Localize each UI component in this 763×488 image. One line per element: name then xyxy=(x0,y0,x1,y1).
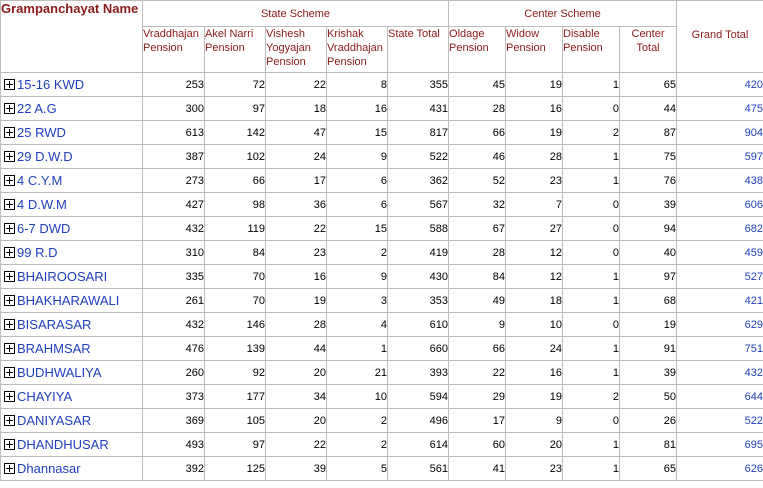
center-total-cell: 81 xyxy=(620,433,677,457)
vraddhajan-pension-cell: 273 xyxy=(143,169,205,193)
krishak-vraddhajan-pension-cell: 2 xyxy=(327,433,388,457)
center-total-cell: 26 xyxy=(620,409,677,433)
akel-narri-pension-cell: 84 xyxy=(205,241,266,265)
expand-plus-icon[interactable] xyxy=(4,391,15,402)
oldage-pension-cell: 29 xyxy=(449,385,506,409)
expand-plus-icon[interactable] xyxy=(4,247,15,258)
krishak-vraddhajan-pension-cell: 9 xyxy=(327,265,388,289)
vishesh-yogyajan-pension-cell: 24 xyxy=(266,145,327,169)
grampanchayat-cell xyxy=(1,241,143,265)
center-total-cell: 44 xyxy=(620,97,677,121)
center-total-cell: 39 xyxy=(620,193,677,217)
krishak-vraddhajan-pension-cell: 4 xyxy=(327,313,388,337)
table-row xyxy=(1,433,763,457)
akel-narri-pension-cell: 105 xyxy=(205,409,266,433)
state-total-cell: 567 xyxy=(388,193,449,217)
grand-total-cell[interactable]: 751 xyxy=(677,337,763,361)
akel-narri-pension-cell: 142 xyxy=(205,121,266,145)
center-total-cell: 87 xyxy=(620,121,677,145)
akel-narri-pension-cell: 125 xyxy=(205,457,266,481)
widow-pension-cell: 7 xyxy=(506,193,563,217)
widow-pension-cell: 24 xyxy=(506,337,563,361)
krishak-vraddhajan-pension-cell: 6 xyxy=(327,169,388,193)
state-total-cell: 660 xyxy=(388,337,449,361)
table-row xyxy=(1,313,763,337)
center-scheme-header: Center Scheme xyxy=(449,1,677,27)
expand-plus-icon[interactable] xyxy=(4,199,15,210)
krishak-vraddhajan-pension-cell: 15 xyxy=(327,121,388,145)
vraddhajan-pension-cell: 387 xyxy=(143,145,205,169)
disable-pension-header: Disable Pension xyxy=(563,27,620,73)
grampanchayat-cell xyxy=(1,169,143,193)
vishesh-yogyajan-pension-cell: 20 xyxy=(266,361,327,385)
center-total-cell: 97 xyxy=(620,265,677,289)
krishak-vraddhajan-pension-cell: 3 xyxy=(327,289,388,313)
vishesh-yogyajan-pension-cell: 44 xyxy=(266,337,327,361)
akel-narri-pension-cell: 97 xyxy=(205,97,266,121)
table-row xyxy=(1,241,763,265)
krishak-vraddhajan-pension-cell: 1 xyxy=(327,337,388,361)
grand-total-cell[interactable]: 527 xyxy=(677,265,763,289)
expand-plus-icon[interactable] xyxy=(4,415,15,426)
widow-pension-cell: 9 xyxy=(506,409,563,433)
vraddhajan-pension-cell: 427 xyxy=(143,193,205,217)
vraddhajan-pension-cell: 493 xyxy=(143,433,205,457)
table-row xyxy=(1,121,763,145)
grampanchayat-link[interactable]: BHAKHARAWALI xyxy=(17,293,120,308)
grampanchayat-cell xyxy=(1,73,143,97)
akel-narri-pension-cell: 102 xyxy=(205,145,266,169)
grampanchayat-link[interactable]: 4 C.Y.M xyxy=(17,173,63,188)
oldage-pension-cell: 60 xyxy=(449,433,506,457)
akel-narri-pension-cell: 146 xyxy=(205,313,266,337)
oldage-pension-cell: 46 xyxy=(449,145,506,169)
krishak-vraddhajan-pension-cell: 9 xyxy=(327,145,388,169)
vraddhajan-pension-cell: 260 xyxy=(143,361,205,385)
vraddhajan-pension-cell: 369 xyxy=(143,409,205,433)
grampanchayat-cell xyxy=(1,337,143,361)
center-total-cell: 75 xyxy=(620,145,677,169)
vishesh-yogyajan-pension-cell: 34 xyxy=(266,385,327,409)
state-total-cell: 393 xyxy=(388,361,449,385)
center-total-cell: 76 xyxy=(620,169,677,193)
akel-narri-pension-header: Akel Narri Pension xyxy=(205,27,266,73)
grand-total-header-top: Grand Total xyxy=(677,1,763,73)
expand-plus-icon[interactable] xyxy=(4,151,15,162)
vishesh-yogyajan-pension-cell: 23 xyxy=(266,241,327,265)
grampanchayat-link[interactable]: Dhannasar xyxy=(17,461,81,476)
grampanchayat-link[interactable]: 4 D.W.M xyxy=(17,197,67,212)
akel-narri-pension-cell: 72 xyxy=(205,73,266,97)
state-total-cell: 362 xyxy=(388,169,449,193)
grampanchayat-cell xyxy=(1,97,143,121)
oldage-pension-cell: 45 xyxy=(449,73,506,97)
akel-narri-pension-cell: 139 xyxy=(205,337,266,361)
vishesh-yogyajan-pension-cell: 28 xyxy=(266,313,327,337)
grampanchayat-cell xyxy=(1,121,143,145)
disable-pension-cell: 0 xyxy=(563,409,620,433)
grampanchayat-link[interactable]: BUDHWALIYA xyxy=(17,365,102,380)
widow-pension-cell: 19 xyxy=(506,385,563,409)
grand-total-cell[interactable]: 606 xyxy=(677,193,763,217)
widow-pension-cell: 19 xyxy=(506,73,563,97)
grand-total-cell[interactable]: 904 xyxy=(677,121,763,145)
grampanchayat-link[interactable]: 25 RWD xyxy=(17,125,66,140)
center-total-cell: 94 xyxy=(620,217,677,241)
grand-total-cell[interactable]: 432 xyxy=(677,361,763,385)
table-row xyxy=(1,97,763,121)
disable-pension-cell: 1 xyxy=(563,361,620,385)
state-total-cell: 817 xyxy=(388,121,449,145)
oldage-pension-cell: 49 xyxy=(449,289,506,313)
oldage-pension-cell: 84 xyxy=(449,265,506,289)
grampanchayat-cell xyxy=(1,361,143,385)
disable-pension-cell: 2 xyxy=(563,121,620,145)
vraddhajan-pension-cell: 310 xyxy=(143,241,205,265)
table-row xyxy=(1,409,763,433)
center-total-cell: 19 xyxy=(620,313,677,337)
grand-total-cell[interactable]: 420 xyxy=(677,73,763,97)
expand-plus-icon[interactable] xyxy=(4,343,15,354)
expand-plus-icon[interactable] xyxy=(4,175,15,186)
center-total-cell: 91 xyxy=(620,337,677,361)
grampanchayat-link[interactable]: DANIYASAR xyxy=(17,413,92,428)
expand-plus-icon[interactable] xyxy=(4,463,15,474)
grampanchayat-cell xyxy=(1,265,143,289)
grand-total-cell[interactable]: 597 xyxy=(677,145,763,169)
vraddhajan-pension-cell: 300 xyxy=(143,97,205,121)
table-row xyxy=(1,337,763,361)
expand-plus-icon[interactable] xyxy=(4,223,15,234)
oldage-pension-cell: 28 xyxy=(449,241,506,265)
disable-pension-cell: 0 xyxy=(563,241,620,265)
widow-pension-cell: 23 xyxy=(506,457,563,481)
krishak-vraddhajan-pension-cell: 6 xyxy=(327,193,388,217)
vraddhajan-pension-cell: 335 xyxy=(143,265,205,289)
oldage-pension-cell: 22 xyxy=(449,361,506,385)
oldage-pension-cell: 9 xyxy=(449,313,506,337)
vraddhajan-pension-cell: 261 xyxy=(143,289,205,313)
vraddhajan-pension-cell: 613 xyxy=(143,121,205,145)
oldage-pension-cell: 32 xyxy=(449,193,506,217)
oldage-pension-cell: 67 xyxy=(449,217,506,241)
widow-pension-cell: 18 xyxy=(506,289,563,313)
grand-total-cell[interactable]: 695 xyxy=(677,433,763,457)
state-total-cell: 431 xyxy=(388,97,449,121)
vishesh-yogyajan-pension-cell: 17 xyxy=(266,169,327,193)
akel-narri-pension-cell: 70 xyxy=(205,265,266,289)
center-total-cell: 65 xyxy=(620,73,677,97)
widow-pension-cell: 28 xyxy=(506,145,563,169)
grampanchayat-link[interactable]: 22 A.G xyxy=(17,101,57,116)
grampanchayat-cell xyxy=(1,193,143,217)
table-row xyxy=(1,73,763,97)
krishak-vraddhajan-pension-cell: 15 xyxy=(327,217,388,241)
vishesh-yogyajan-pension-cell: 39 xyxy=(266,457,327,481)
table-row xyxy=(1,169,763,193)
state-total-cell: 614 xyxy=(388,433,449,457)
vishesh-yogyajan-pension-cell: 36 xyxy=(266,193,327,217)
vishesh-yogyajan-pension-cell: 22 xyxy=(266,73,327,97)
vraddhajan-pension-cell: 432 xyxy=(143,217,205,241)
krishak-vraddhajan-pension-cell: 16 xyxy=(327,97,388,121)
vishesh-yogyajan-pension-cell: 16 xyxy=(266,265,327,289)
krishak-vraddhajan-pension-cell: 5 xyxy=(327,457,388,481)
grampanchayat-link[interactable]: BRAHMSAR xyxy=(17,341,91,356)
center-total-cell: 39 xyxy=(620,361,677,385)
vishesh-yogyajan-pension-cell: 22 xyxy=(266,217,327,241)
grand-total-cell[interactable]: 421 xyxy=(677,289,763,313)
vraddhajan-pension-cell: 253 xyxy=(143,73,205,97)
grampanchayat-link[interactable]: BISARASAR xyxy=(17,317,92,332)
krishak-vraddhajan-pension-cell: 21 xyxy=(327,361,388,385)
disable-pension-cell: 1 xyxy=(563,289,620,313)
state-total-cell: 355 xyxy=(388,73,449,97)
disable-pension-cell: 0 xyxy=(563,313,620,337)
center-total-cell: 50 xyxy=(620,385,677,409)
vishesh-yogyajan-pension-cell: 19 xyxy=(266,289,327,313)
center-total-cell: 65 xyxy=(620,457,677,481)
vraddhajan-pension-cell: 392 xyxy=(143,457,205,481)
disable-pension-cell: 1 xyxy=(563,337,620,361)
grand-total-cell[interactable]: 475 xyxy=(677,97,763,121)
vishesh-yogyajan-pension-cell: 47 xyxy=(266,121,327,145)
widow-pension-cell: 16 xyxy=(506,361,563,385)
akel-narri-pension-cell: 177 xyxy=(205,385,266,409)
widow-pension-cell: 12 xyxy=(506,241,563,265)
expand-plus-icon[interactable] xyxy=(4,295,15,306)
disable-pension-cell: 1 xyxy=(563,145,620,169)
akel-narri-pension-cell: 98 xyxy=(205,193,266,217)
vishesh-yogyajan-pension-cell: 22 xyxy=(266,433,327,457)
grampanchayat-cell xyxy=(1,313,143,337)
grand-total-cell[interactable]: 626 xyxy=(677,457,763,481)
grampanchayat-link[interactable]: 29 D.W.D xyxy=(17,149,73,164)
widow-pension-cell: 23 xyxy=(506,169,563,193)
state-total-cell: 610 xyxy=(388,313,449,337)
oldage-pension-cell: 66 xyxy=(449,337,506,361)
grampanchayat-cell xyxy=(1,217,143,241)
disable-pension-cell: 1 xyxy=(563,433,620,457)
vraddhajan-pension-header: Vraddhajan Pension xyxy=(143,27,205,73)
vraddhajan-pension-cell: 476 xyxy=(143,337,205,361)
vishesh-yogyajan-pension-cell: 18 xyxy=(266,97,327,121)
grampanchayat-link[interactable]: 99 R.D xyxy=(17,245,58,260)
table-row xyxy=(1,217,763,241)
grampanchayat-cell xyxy=(1,457,143,481)
grampanchayat-cell xyxy=(1,145,143,169)
widow-pension-header: Widow Pension xyxy=(506,27,563,73)
disable-pension-cell: 1 xyxy=(563,265,620,289)
oldage-pension-cell: 17 xyxy=(449,409,506,433)
grampanchayat-cell xyxy=(1,289,143,313)
state-total-cell: 588 xyxy=(388,217,449,241)
vishesh-yogyajan-pension-cell: 20 xyxy=(266,409,327,433)
grand-total-cell[interactable]: 459 xyxy=(677,241,763,265)
widow-pension-cell: 12 xyxy=(506,265,563,289)
expand-plus-icon[interactable] xyxy=(4,79,15,90)
center-total-header: Center Total xyxy=(620,27,677,73)
disable-pension-cell: 1 xyxy=(563,169,620,193)
center-total-cell: 40 xyxy=(620,241,677,265)
oldage-pension-cell: 52 xyxy=(449,169,506,193)
krishak-vraddhajan-pension-header: Krishak Vraddhajan Pension xyxy=(327,27,388,73)
state-scheme-header: State Scheme xyxy=(143,1,449,27)
state-total-cell: 496 xyxy=(388,409,449,433)
disable-pension-cell: 2 xyxy=(563,385,620,409)
table-row xyxy=(1,193,763,217)
akel-narri-pension-cell: 119 xyxy=(205,217,266,241)
widow-pension-cell: 19 xyxy=(506,121,563,145)
table-row xyxy=(1,289,763,313)
grampanchayat-link[interactable]: 15-16 KWD xyxy=(17,77,85,92)
state-total-cell: 419 xyxy=(388,241,449,265)
expand-plus-icon[interactable] xyxy=(4,319,15,330)
vraddhajan-pension-cell: 373 xyxy=(143,385,205,409)
expand-plus-icon[interactable] xyxy=(4,439,15,450)
expand-plus-icon[interactable] xyxy=(4,127,15,138)
state-total-cell: 594 xyxy=(388,385,449,409)
table-row xyxy=(1,265,763,289)
oldage-pension-cell: 28 xyxy=(449,97,506,121)
grand-total-cell[interactable]: 522 xyxy=(677,409,763,433)
table-row xyxy=(1,457,763,481)
krishak-vraddhajan-pension-cell: 2 xyxy=(327,409,388,433)
table-row xyxy=(1,145,763,169)
disable-pension-cell: 0 xyxy=(563,97,620,121)
center-total-cell: 68 xyxy=(620,289,677,313)
akel-narri-pension-cell: 70 xyxy=(205,289,266,313)
widow-pension-cell: 20 xyxy=(506,433,563,457)
widow-pension-cell: 10 xyxy=(506,313,563,337)
disable-pension-cell: 0 xyxy=(563,193,620,217)
table-row xyxy=(1,385,763,409)
vishesh-yogyajan-pension-header: Vishesh Yogyajan Pension xyxy=(266,27,327,73)
state-total-header: State Total xyxy=(388,27,449,73)
grampanchayat-link[interactable]: CHAYIYA xyxy=(17,389,73,404)
state-total-cell: 430 xyxy=(388,265,449,289)
table-row xyxy=(1,361,763,385)
grand-total-cell[interactable]: 644 xyxy=(677,385,763,409)
grampanchayat-cell xyxy=(1,385,143,409)
grampanchayat-link[interactable]: BHAIROOSARI xyxy=(17,269,108,284)
grampanchayat-cell xyxy=(1,409,143,433)
grampanchayat-cell xyxy=(1,433,143,457)
widow-pension-cell: 16 xyxy=(506,97,563,121)
krishak-vraddhajan-pension-cell: 2 xyxy=(327,241,388,265)
state-total-cell: 561 xyxy=(388,457,449,481)
grampanchayat-link[interactable]: 6-7 DWD xyxy=(17,221,71,236)
grand-total-cell[interactable]: 438 xyxy=(677,169,763,193)
grand-total-cell[interactable]: 629 xyxy=(677,313,763,337)
vraddhajan-pension-cell: 432 xyxy=(143,313,205,337)
grand-total-cell[interactable]: 682 xyxy=(677,217,763,241)
oldage-pension-cell: 66 xyxy=(449,121,506,145)
oldage-pension-header: Oldage Pension xyxy=(449,27,506,73)
expand-plus-icon[interactable] xyxy=(4,271,15,282)
disable-pension-cell: 1 xyxy=(563,73,620,97)
krishak-vraddhajan-pension-cell: 8 xyxy=(327,73,388,97)
expand-plus-icon[interactable] xyxy=(4,367,15,378)
disable-pension-cell: 0 xyxy=(563,217,620,241)
grampanchayat-name-header: Grampanchayat Name xyxy=(1,1,143,73)
akel-narri-pension-cell: 97 xyxy=(205,433,266,457)
widow-pension-cell: 27 xyxy=(506,217,563,241)
grampanchayat-link[interactable]: DHANDHUSAR xyxy=(17,437,109,452)
state-total-cell: 353 xyxy=(388,289,449,313)
akel-narri-pension-cell: 66 xyxy=(205,169,266,193)
state-total-cell: 522 xyxy=(388,145,449,169)
expand-plus-icon[interactable] xyxy=(4,103,15,114)
krishak-vraddhajan-pension-cell: 10 xyxy=(327,385,388,409)
oldage-pension-cell: 41 xyxy=(449,457,506,481)
akel-narri-pension-cell: 92 xyxy=(205,361,266,385)
disable-pension-cell: 1 xyxy=(563,457,620,481)
